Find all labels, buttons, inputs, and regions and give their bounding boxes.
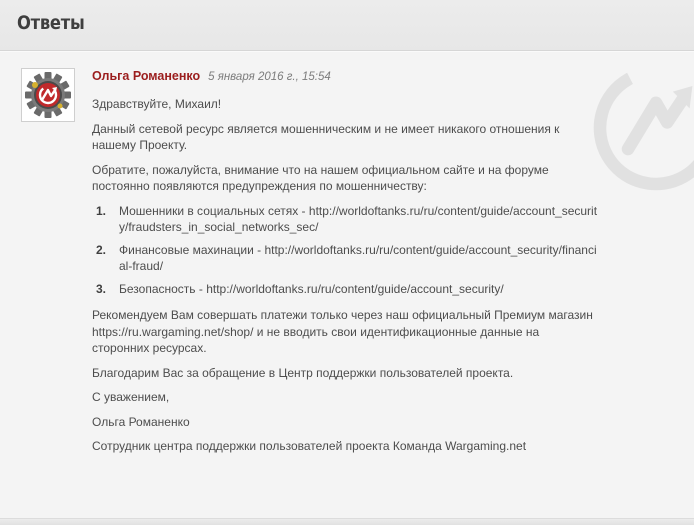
avatar [21, 68, 75, 122]
list-item [92, 203, 598, 236]
list-item-text: Мошенники в социальных сетях - http://worldoftanks.ru/ru/content/guide/account_security/fraudsters_in_social_networks_sec/ [119, 203, 598, 234]
closing: С уважением, [92, 390, 170, 404]
fraud-links-list [92, 203, 598, 298]
list-item-number: 1. [96, 203, 107, 218]
message-paragraph-1: Данный сетевой ресурс является мошенническим и не имеет никакого отношения к нашему Проекту. [92, 121, 560, 152]
list-item-number: 2. [96, 242, 107, 257]
answer-message [92, 96, 598, 463]
answer-date: 5 января 2016 г., 15:54 [208, 71, 331, 83]
list-item-text: Финансовые махинации - http://worldoftanks.ru/ru/content/guide/account_security/financial-fraud/ [119, 242, 597, 273]
page-header [0, 0, 694, 51]
page-title: Ответы [17, 12, 85, 34]
author-name: Ольга Романенко [92, 69, 201, 83]
list-item [92, 242, 598, 275]
signature-name: Ольга Романенко [92, 414, 190, 429]
list-item [92, 281, 598, 298]
list-item-text: Безопасность - http://worldoftanks.ru/ru/content/guide/account_security/ [119, 281, 504, 296]
greeting: Здравствуйте, Михаил! [92, 97, 222, 111]
message-paragraph-2: Обратите, пожалуйста, внимание что на нашем официальном сайте и на форуме постоянно появляются предупреждения по мошенничеству: [92, 162, 549, 193]
list-item-number: 3. [96, 281, 107, 296]
answer-panel [0, 51, 694, 525]
signature-role: Сотрудник центра поддержки пользователей проекта Команда Wargaming.net [92, 439, 527, 453]
message-paragraph-4: Благодарим Вас за обращение в Центр поддержки пользователей проекта. [92, 365, 514, 380]
message-paragraph-3: Рекомендуем Вам совершать платежи только через наш официальный Премиум магазин https://ru.wargaming.net/shop/ и не вводить свои идентификационные данные на сторонних ресурсах. [92, 308, 593, 355]
wargaming-gear-logo-icon [24, 71, 72, 119]
answer-meta [92, 69, 331, 83]
wargaming-logo-watermark-icon [586, 58, 694, 198]
